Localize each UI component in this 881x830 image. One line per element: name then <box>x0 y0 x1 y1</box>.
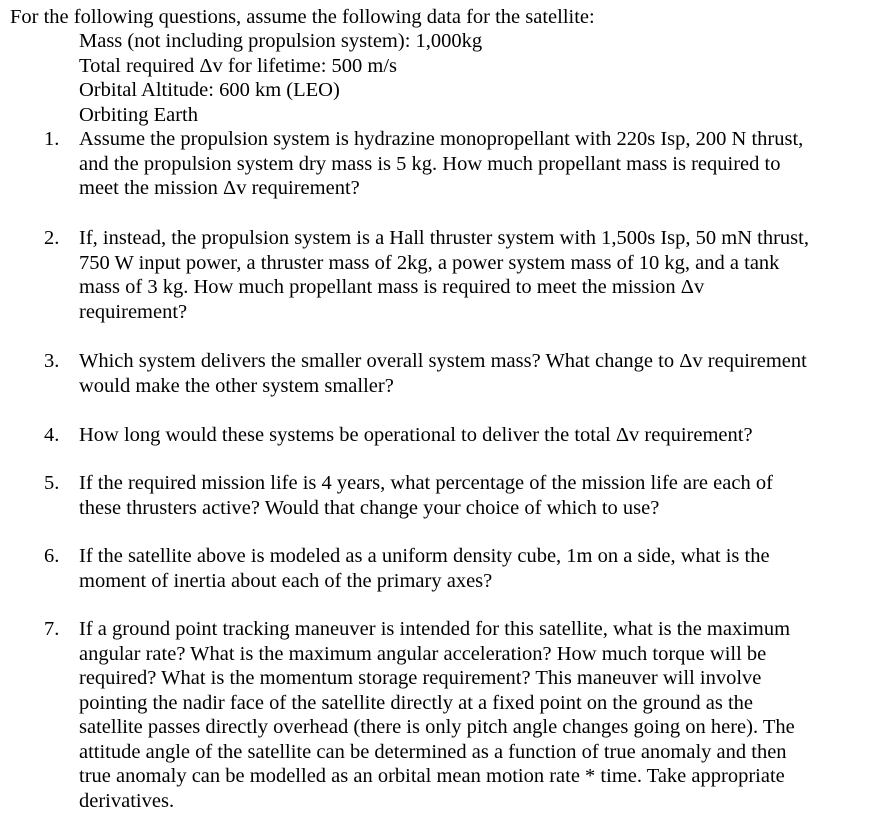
question-text <box>79 349 875 398</box>
question-line: required? What is the momentum storage requirement? This maneuver will involve <box>79 667 762 689</box>
question-number: 2. <box>44 227 60 249</box>
question-line: angular rate? What is the maximum angular acceleration? How much torque will be <box>79 642 767 665</box>
question-text <box>79 127 875 201</box>
question-line: 750 W input power, a thruster mass of 2kg, a power system mass of 10 kg, and a tank <box>79 251 780 274</box>
question-line: attitude angle of the satellite can be determined as a function of true anomaly and then <box>79 740 787 763</box>
given-mass: Mass (not including propulsion system): 1,000kg <box>79 30 483 52</box>
question-line: moment of inertia about each of the primary axes? <box>79 569 493 592</box>
question-line: meet the mission Δv requirement? <box>79 177 360 199</box>
question-number: 1. <box>44 128 60 150</box>
question-line: If, instead, the propulsion system is a Hall thruster system with 1,500s Isp, 50 mN thrust, <box>79 227 809 249</box>
question-line: Which system delivers the smaller overall system mass? What change to Δv requirement <box>79 350 807 372</box>
question-line: How long would these systems be operational to deliver the total Δv requirement? <box>79 424 753 446</box>
question-text <box>79 617 875 813</box>
question-line: these thrusters active? Would that change your choice of which to use? <box>79 496 660 519</box>
question-line: mass of 3 kg. How much propellant mass is required to meet the mission Δv <box>79 276 705 298</box>
given-orbit-body: Orbiting Earth <box>79 103 198 126</box>
question-text <box>79 226 875 324</box>
question-text <box>79 544 875 593</box>
given-altitude: Orbital Altitude: 600 km (LEO) <box>79 79 340 101</box>
given-data-list <box>79 29 482 127</box>
question-text <box>79 423 875 448</box>
question-line: pointing the nadir face of the satellite directly at a fixed point on the ground as the <box>79 691 754 714</box>
question-line: true anomaly can be modelled as an orbital mean motion rate * time. Take appropriate <box>79 765 785 787</box>
question-line: would make the other system smaller? <box>79 374 394 397</box>
intro-text: For the following questions, assume the following data for the satellite: <box>10 6 595 28</box>
question-line: If a ground point tracking maneuver is intended for this satellite, what is the maximum <box>79 618 791 640</box>
question-text <box>79 471 875 520</box>
question-line: requirement? <box>79 300 188 323</box>
question-number: 5. <box>44 472 60 494</box>
question-line: satellite passes directly overhead (there is only pitch angle changes going on here). The <box>79 716 795 738</box>
question-line: derivatives. <box>79 789 175 812</box>
question-line: If the satellite above is modeled as a uniform density cube, 1m on a side, what is the <box>79 545 770 567</box>
question-line: If the required mission life is 4 years, what percentage of the mission life are each of <box>79 472 773 494</box>
question-number: 4. <box>44 424 60 446</box>
question-line: and the propulsion system dry mass is 5 kg. How much propellant mass is required to <box>79 152 781 175</box>
question-number: 3. <box>44 350 60 372</box>
question-line: Assume the propulsion system is hydrazine monopropellant with 220s Isp, 200 N thrust, <box>79 128 804 150</box>
given-delta-v: Total required Δv for lifetime: 500 m/s <box>79 54 398 77</box>
question-number: 7. <box>44 618 60 640</box>
question-number: 6. <box>44 545 60 567</box>
